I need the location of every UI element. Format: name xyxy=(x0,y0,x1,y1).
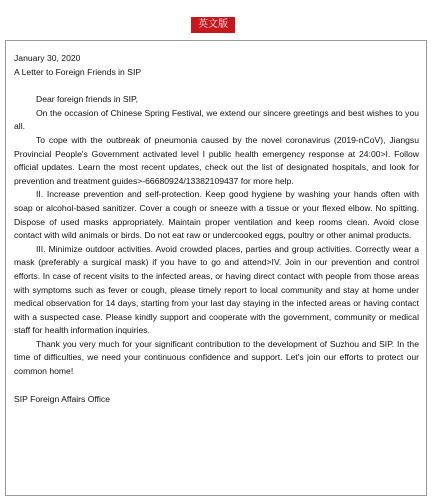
letter-title: A Letter to Foreign Friends in SIP xyxy=(14,66,142,77)
letter-date: January 30, 2020 xyxy=(14,53,81,63)
paragraph-prevention: II. Increase prevention and self-protection. Keep good hygiene by washing your hands often with soap or alcohol-based sanitizer. Cover a cough or sneeze with a tissue or your flexed elbow. No spitting. Dispose of used masks appropriately. Maintain proper ventilation and keep rooms clean. Avoid close contact with wild animals or birds. Do not eat raw or undercooked eggs, poultry or other animal products. xyxy=(14,189,419,241)
letter-signature: SIP Foreign Affairs Office xyxy=(14,393,111,404)
paragraph-emergency-response: To cope with the outbreak of pneumonia caused by the novel coronavirus (2019-nCoV), Jiangsu Provincial People's Government activated level I public health emergency response at 24:00>I. Follow official updates. Learn the most recent updates, check out the list of designated hospitals, and look for prevention and treatment guides>-66680924/13382109437 for more help. xyxy=(14,134,419,186)
language-tab-english[interactable]: 英文版 xyxy=(191,17,235,33)
letter-content xyxy=(14,52,419,406)
paragraph-greetings: On the occasion of Chinese Spring Festival, we extend our sincere greetings and best wishes to you all. xyxy=(14,107,419,132)
paragraph-thanks: Thank you very much for your significant contribution to the development of Suzhou and SIP. In the time of difficulties, we need your continuous confidence and support. Let's join our efforts to protect our common home! xyxy=(14,338,419,377)
letter-greeting: Dear foreign friends in SIP, xyxy=(36,94,139,105)
paragraph-outdoor-activities: III. Minimize outdoor activities. Avoid crowded places, parties and group activities. Correctly wear a mask (preferably a surgical mask) if you have to go and attend>IV. Join in our prevention and control efforts. In case of recent visits to the infected areas, or having direct contact with people from those areas with symptoms such as fever or cough, please timely report to local community and stay at home under medical observation for 14 days, starting from your last day staying in the infected areas or having contact with a suspected case. Please kindly support and cooperate with the government, community or medical staff for health information inquiries. xyxy=(14,243,419,336)
